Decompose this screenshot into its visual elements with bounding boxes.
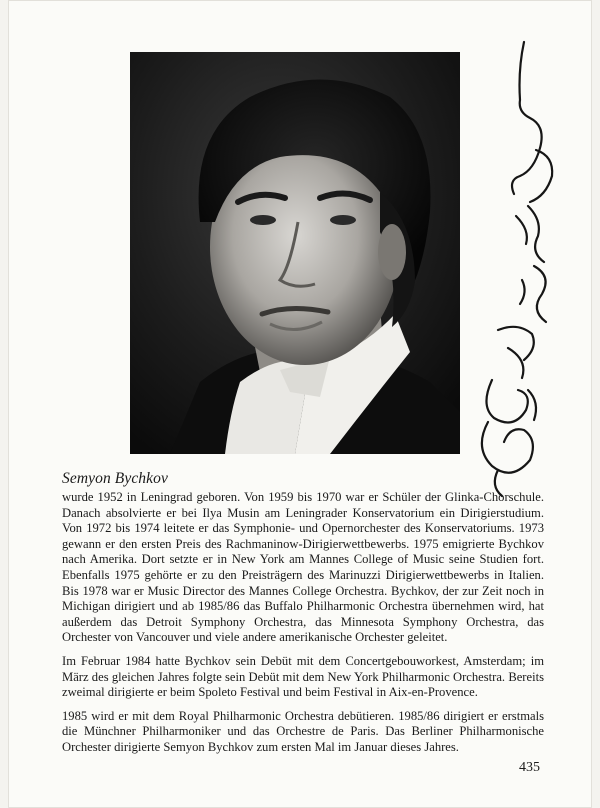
bio-paragraph-3: 1985 wird er mit dem Royal Philharmonic Orchestra debütieren. 1985/86 dirigiert er erstmals die Münchner Philharmoniker und das Orchestre de Paris. Das Berliner Philharmonische Orchester dirigierte Semyon Bychkov zum ersten Mal im Januar dieses Jahres. <box>62 708 544 754</box>
autograph-signature <box>468 30 568 500</box>
caption-name: Semyon Bychkov <box>62 470 168 487</box>
bio-paragraph-2: Im Februar 1984 hatte Bychkov sein Debüt mit dem Concertgebouworkest, Amsterdam; im März des gleichen Jahres folgte sein Debüt mit dem New York Philharmonic Orchestra. Bereits zweimal dirigierte er beim Spoleto Festival und beim Festival in Aix-en-Provence. <box>62 653 544 700</box>
page-number: 435 <box>519 760 540 775</box>
bio-paragraph-1: wurde 1952 in Leningrad geboren. Von 1959 bis 1970 war er Schüler der Glinka-Chorschule. Danach absolvierte er bei Ilya Musin am Leningrader Konservatorium ein Dirigierstudium. Von 1972 bis 1974 leitete er das Symphonie- und Opernorchester des Konservatoriums. 1973 gewann er den ersten Preis des Rachmaninow-Dirigierwettbewerbs. 1975 emigrierte Bychkov nach Amerika. Dort setzte er in New York am Mannes College of Music seine Studien fort. Ebenfalls 1975 gehörte er zu den Preisträgern des Marinuzzi Dirigierwettbewerbs in Italien. Bis 1978 war er Music Director des Mannes College Orchestra. Bychkov, der zur Zeit noch in Michigan dirigiert und ab 1985/86 das Buffalo Philharmonic Orchestra übernehmen wird, hat außerdem das Detroit Symphony Orchestra, das Minnesota Symphony Orchestra, das Orchester von Vancouver und viele andere amerikanische Orchester geleitet. <box>62 490 544 645</box>
biography-text <box>62 490 544 764</box>
portrait-image <box>130 52 460 454</box>
portrait-photo <box>130 52 460 454</box>
signature-ink <box>468 30 568 500</box>
